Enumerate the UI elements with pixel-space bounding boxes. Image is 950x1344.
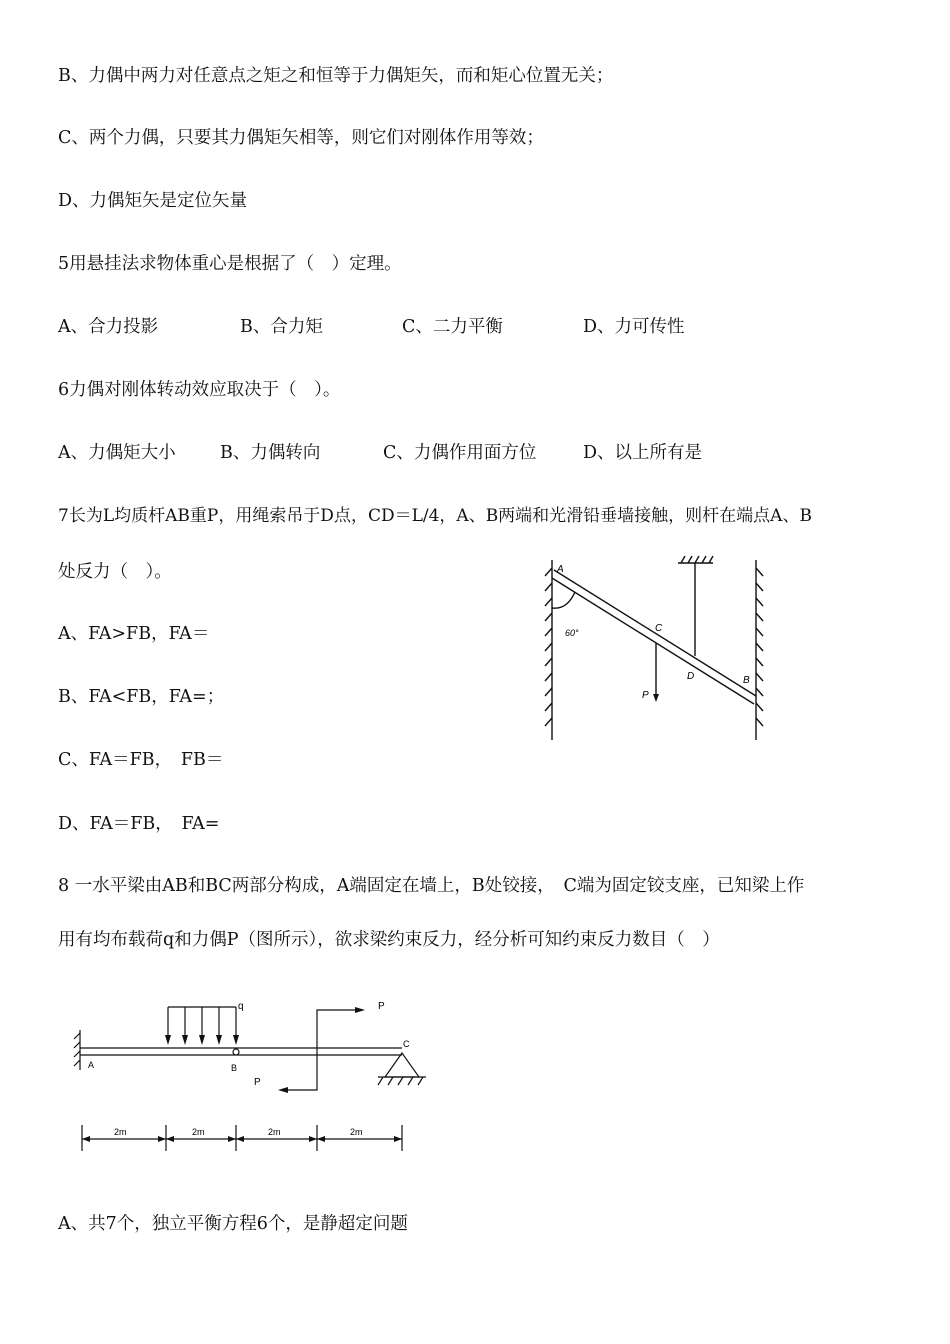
- q7-option-a: A、FA>FB，FA＝: [58, 624, 210, 644]
- question-8-line-2: 用有均布载荷q和力偶P（图所示），欲求梁约束反力，经分析可知约束反力数目（ ）: [58, 930, 720, 950]
- fig8-dim-1: 2m: [114, 1127, 127, 1137]
- q6-option-d: D、以上所有是: [583, 443, 703, 463]
- question-7-line-1: 7长为L均质杆AB重P，用绳索吊于D点，CD＝L/4，A、B两端和光滑铅垂墙接触，则杆在端点A、B: [58, 506, 812, 526]
- q6-option-c: C、力偶作用面方位: [383, 443, 537, 463]
- fig8-dim-4: 2m: [350, 1127, 363, 1137]
- option-b-statement: B、力偶中两力对任意点之矩之和恒等于力偶矩矢，而和矩心位置无关；: [58, 66, 614, 86]
- q7-option-b: B、FA<FB，FA=；: [58, 687, 225, 707]
- fig7-label-d: D: [687, 671, 695, 682]
- q7-option-d: D、FA＝FB， FA=: [58, 814, 220, 834]
- fig7-label-a: A: [557, 564, 564, 575]
- q8-option-a: A、共7个，独立平衡方程6个，是静超定问题: [58, 1214, 408, 1234]
- fig8-label-p-bottom: P: [254, 1077, 261, 1088]
- fig8-label-p-top: P: [378, 1001, 385, 1012]
- q6-option-a: A、力偶矩大小: [58, 443, 176, 463]
- q5-option-c: C、二力平衡: [402, 317, 503, 337]
- option-d-statement: D、力偶矩矢是定位矢量: [58, 191, 248, 211]
- q7-option-c: C、FA＝FB， FB＝: [58, 750, 224, 770]
- fig8-dim-3: 2m: [268, 1127, 281, 1137]
- fig8-dim-2: 2m: [192, 1127, 205, 1137]
- figure-q7-rod-between-walls: [535, 548, 775, 748]
- figure-q8-beam: [70, 995, 440, 1160]
- question-7-line-2: 处反力（ ）。: [58, 562, 172, 582]
- question-5: 5用悬挂法求物体重心是根据了（ ）定理。: [58, 254, 402, 274]
- fig7-label-c: C: [655, 623, 663, 634]
- fig8-label-a: A: [88, 1060, 95, 1070]
- q6-option-b: B、力偶转向: [220, 443, 321, 463]
- fig7-label-b: B: [743, 675, 750, 686]
- fig8-label-c: C: [403, 1039, 410, 1049]
- fig8-label-q: q: [238, 1001, 244, 1012]
- question-8-line-1: 8 一水平梁由AB和BC两部分构成，A端固定在墙上，B处铰接， C端为固定铰支座，已知梁上作: [58, 876, 805, 896]
- q5-option-a: A、合力投影: [58, 317, 159, 337]
- fig8-label-b: B: [231, 1063, 238, 1073]
- fig7-label-p: P: [642, 690, 649, 701]
- q5-option-b: B、合力矩: [240, 317, 323, 337]
- fig7-angle-label: 60°: [565, 628, 579, 638]
- option-c-statement: C、两个力偶，只要其力偶矩矢相等，则它们对刚体作用等效；: [58, 128, 544, 148]
- q5-option-d: D、力可传性: [583, 317, 685, 337]
- question-6: 6力偶对刚体转动效应取决于（ ）。: [58, 380, 341, 400]
